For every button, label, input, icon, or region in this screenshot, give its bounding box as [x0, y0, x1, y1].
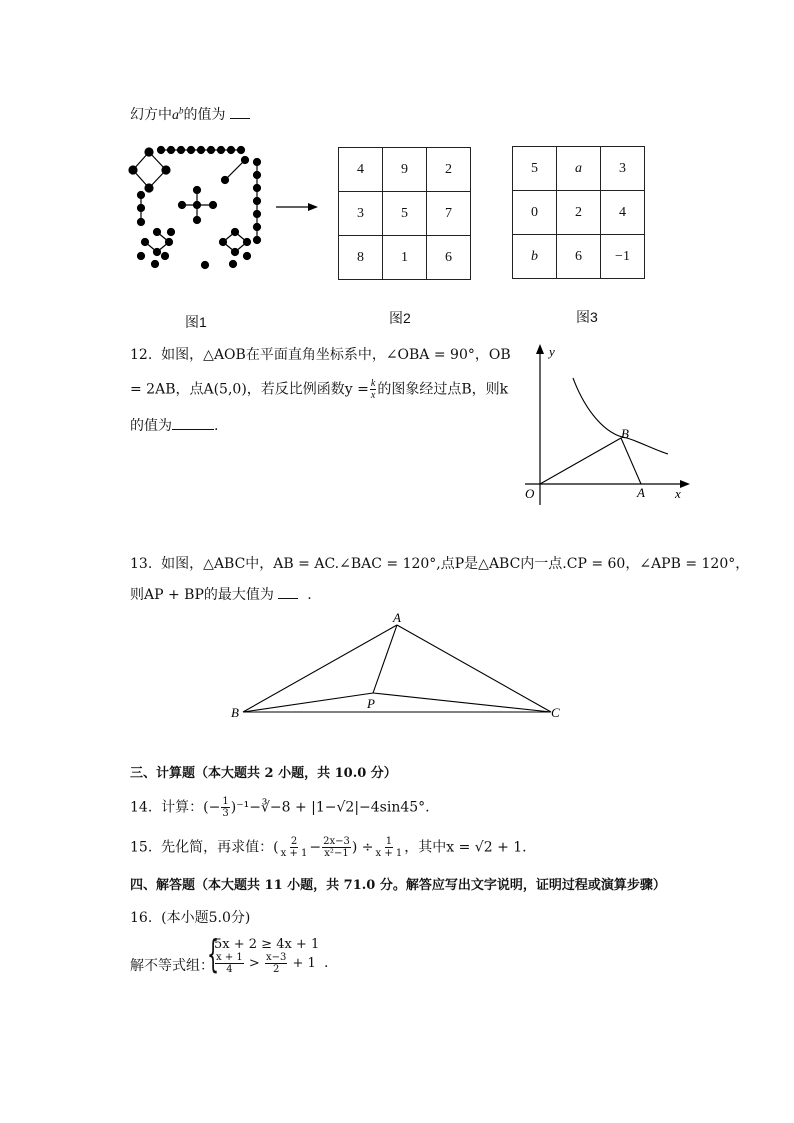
- cell: 4: [339, 148, 383, 192]
- fig2-caption: 图2: [389, 310, 411, 326]
- graph-b-label: B: [621, 426, 629, 441]
- cell: 3: [339, 192, 383, 236]
- section-3-title: 三、计算题（本大题共 2 小题，共 10.0 分）: [130, 766, 397, 781]
- cell: 5: [513, 147, 557, 191]
- magic-square-2: [338, 147, 471, 280]
- q12-coordinate-graph: [515, 340, 695, 510]
- cell: 6: [427, 236, 471, 280]
- magic-square-3: [512, 146, 645, 279]
- arrow-icon: [274, 200, 320, 214]
- graph-a-label: A: [637, 485, 645, 500]
- cell: 9: [383, 148, 427, 192]
- cell: 0: [513, 191, 557, 235]
- cell: a: [557, 147, 601, 191]
- cell: b: [513, 235, 557, 279]
- inequality-2: $\frac{x + 1}{4}$ > $\frac{x-3}{2}$ + 1: [216, 952, 316, 975]
- cell: −1: [601, 235, 645, 279]
- q13-line1: 13. 如图，△ABC中，AB = AC.∠BAC = 120°,点P是△ABC内一点.CP = 60，∠APB = 120°，: [130, 556, 750, 572]
- q15-line: 15. 先化简，再求值：( $\frac{2}{x + 1}$ − $\frac{2x-3}{\text{x²−1}}$ ) ÷ $\frac{1}{x + 1}$ ，其中x = √2 + 1.: [130, 836, 527, 859]
- q16-end: .: [324, 955, 329, 971]
- triangle-p-label: P: [367, 696, 375, 711]
- cell: 4: [601, 191, 645, 235]
- fig1-lo-shu-diagram: [125, 140, 275, 280]
- inequality-1: 5x + 2 ≥ 4x + 1: [214, 937, 320, 952]
- brace-icon: {: [207, 932, 220, 976]
- fig3-caption: 图3: [576, 309, 598, 325]
- q11-answer-blank: [230, 106, 250, 119]
- q12-answer-blank: [172, 417, 214, 430]
- triangle-c-label: C: [551, 705, 560, 720]
- q13-triangle-diagram: [225, 608, 575, 723]
- triangle-a-label: A: [393, 610, 401, 625]
- cell: 7: [427, 192, 471, 236]
- cell: 1: [383, 236, 427, 280]
- cell: 2: [427, 148, 471, 192]
- q13-answer-blank: [278, 586, 298, 599]
- graph-x-label: x: [675, 486, 681, 501]
- cell: 2: [557, 191, 601, 235]
- q16-prefix: 解不等式组：: [130, 958, 214, 974]
- section-4-title: 四、解答题（本大题共 11 小题，共 71.0 分。解答应写出文字说明，证明过程或演算步骤）: [130, 878, 666, 893]
- graph-y-label: y: [549, 344, 555, 359]
- fig1-caption: 图1: [185, 314, 207, 330]
- q12-line2: = 2AB，点A(5,0)，若反比例函数y = $\frac{k}{x}$ 的图象经过点B，则k: [130, 378, 509, 401]
- q14-line: 14. 计算：(− $\frac{1}{3}$ )⁻¹−∛−8 + |1−√2|−4sin45°.: [130, 796, 430, 819]
- cell: 8: [339, 236, 383, 280]
- q11-text: 幻方中$a^b$的值为: [130, 104, 250, 124]
- q16-header: 16. (本小题5.0分): [130, 910, 251, 926]
- q13-line2: 则AP + BP的最大值为 .: [130, 587, 312, 603]
- cell: 5: [383, 192, 427, 236]
- cell: 3: [601, 147, 645, 191]
- q12-line1: 12. 如图，△AOB在平面直角坐标系中，∠OBA = 90°，OB: [130, 347, 511, 363]
- cell: 6: [557, 235, 601, 279]
- q12-line3: 的值为 .: [130, 418, 219, 434]
- graph-o-label: O: [525, 486, 535, 501]
- triangle-b-label: B: [231, 705, 239, 720]
- q16-inequality-system: [214, 937, 319, 975]
